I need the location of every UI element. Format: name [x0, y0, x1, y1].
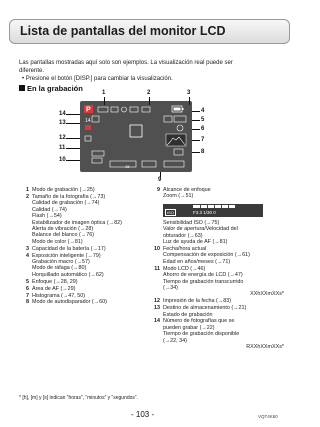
svg-text:14: 14 — [85, 118, 91, 124]
list-item: 14 Número de fotografías que se pueden grabar (→22) Tiempo de grabación disponible (→22, 34) RXXhXXmXXs* — [154, 318, 284, 351]
callout-line — [192, 120, 200, 121]
list-item: 10 Fecha/hora actual Compensación de exposición (→61) Edad en años/meses (→71) — [154, 246, 250, 265]
callout-line — [192, 140, 200, 141]
focus-icon — [177, 125, 183, 131]
wb-icon — [130, 107, 138, 112]
callout-line — [66, 114, 80, 115]
list-item: 9 Alcance de enfoque Zoom (→51) — [157, 187, 211, 200]
list-item: 6 Área de AF (→29) — [26, 285, 76, 292]
color-mode-icon — [142, 107, 150, 112]
callout-2: 2 — [147, 90, 151, 96]
square-bullet-icon — [19, 85, 25, 91]
callout-line — [104, 97, 105, 105]
model-code: VQT4K60 — [258, 414, 278, 419]
footnote: * [h], [m] y [s] indican “horas”, “minutos” y “segundos”. — [19, 395, 138, 401]
iso-icon: ISO — [167, 210, 174, 215]
callout-11: 11 — [59, 145, 66, 151]
list-item: 7 Histograma (→47, 50) — [26, 292, 86, 299]
quality-icon — [111, 107, 118, 112]
callout-line — [66, 148, 80, 149]
rec-state-icon — [85, 125, 91, 130]
callout-line — [149, 97, 150, 105]
callout-line — [66, 138, 80, 139]
section-heading — [19, 84, 83, 93]
right-legend-list-mid: Sensibilidad ISO (→75) Valor de apertura/Velocidad del obturador (→63) Luz de ayuda de AF (→81) — [163, 220, 238, 246]
recording-destination-icon — [92, 116, 99, 122]
lcd-screen-diagram — [80, 101, 192, 172]
callout-1: 1 — [102, 90, 106, 96]
callout-6: 6 — [201, 126, 205, 132]
callout-line — [189, 97, 190, 105]
list-item: 1 Modo de grabación (→25) — [26, 187, 95, 193]
lcd-mode-icon — [92, 151, 104, 156]
intelligent-exposure-icon — [174, 116, 186, 122]
zoom-bar-icon — [110, 161, 136, 167]
list-item: 2 Tamaño de la fotografía (→73) Calidad de grabación (→74) Calidad (→74) Flash (→54) Estabilizador de imagen óptica (→82) Alerta de vibración (→28) Balance del blanco (→76) Modo de color (→81) — [26, 193, 122, 245]
callout-5: 5 — [201, 117, 205, 123]
left-legend-list — [22, 187, 150, 306]
screen-bottom-number: 15 — [125, 164, 130, 169]
self-timer-icon — [174, 149, 183, 155]
callout-4: 4 — [201, 108, 205, 114]
callout-line — [66, 160, 80, 161]
list-item: 11 Modo LCD (→46) Ahorro de energía de LCD (→47) Tiempo de grabación transcurrido (→34) XXhXXmXXs* — [154, 265, 284, 298]
callout-8: 8 — [201, 149, 205, 155]
callout-10: 10 — [59, 157, 66, 163]
lcd-screen-svg — [80, 101, 192, 172]
date-stamp-icon — [85, 136, 91, 141]
list-item: 4 Exposición inteligente (→79) Grabación macro (→57) Modo de ráfaga (→80) Horquillado automático (→62) — [26, 252, 104, 278]
clock-icon — [92, 158, 102, 163]
callout-line — [192, 152, 200, 153]
callout-line — [66, 123, 80, 124]
callout-3: 3 — [187, 90, 191, 96]
intro-line-1: Las pantallas mostradas aquí solo son ejemplos. La visualización real puede ser — [19, 60, 233, 66]
intro-text — [19, 59, 291, 83]
svg-text:P: P — [86, 106, 91, 114]
callout-line — [192, 129, 200, 130]
callout-14: 14 — [59, 111, 66, 117]
exposure-values: F3.3 1/30 0 — [193, 210, 216, 215]
right-legend-list-top — [153, 187, 288, 200]
right-legend-list — [153, 246, 288, 351]
page-number: - 103 - — [131, 410, 155, 419]
page-title-bar — [9, 19, 290, 44]
intro-bullet: • Presione el botón [DISP.] para cambiar la visualización. — [22, 76, 173, 82]
macro-icon — [164, 116, 172, 122]
section-heading-text: En la grabación — [27, 84, 83, 93]
page-title: Lista de pantallas del monitor LCD — [20, 24, 226, 38]
list-item: 8 Modo de autodisparador (→60) — [26, 299, 107, 306]
callout-7: 7 — [201, 137, 205, 143]
list-item: 5 Enfoque (→28, 29) — [26, 278, 78, 285]
stabilizer-icon — [122, 107, 127, 112]
callout-line — [160, 172, 161, 177]
exposure-meter-scale — [193, 205, 235, 208]
list-item: 12 Impresión de la fecha (→83) — [154, 298, 232, 305]
callout-9: 9 — [158, 177, 162, 183]
image-size-icon — [98, 107, 108, 112]
exposure-icon — [164, 161, 184, 167]
list-item: 13 Destino de almacenamiento (→21) Estado de grabación — [154, 305, 247, 318]
intro-line-2: diferente. — [19, 68, 45, 74]
callout-line — [192, 111, 200, 112]
af-assist-icon — [142, 161, 156, 167]
list-item: 3 Capacidad de la batería (→17) — [26, 245, 106, 252]
exposure-meter-graphic — [163, 204, 263, 217]
af-area-icon — [130, 125, 142, 137]
callout-13: 13 — [59, 120, 66, 126]
callout-12: 12 — [59, 135, 66, 141]
